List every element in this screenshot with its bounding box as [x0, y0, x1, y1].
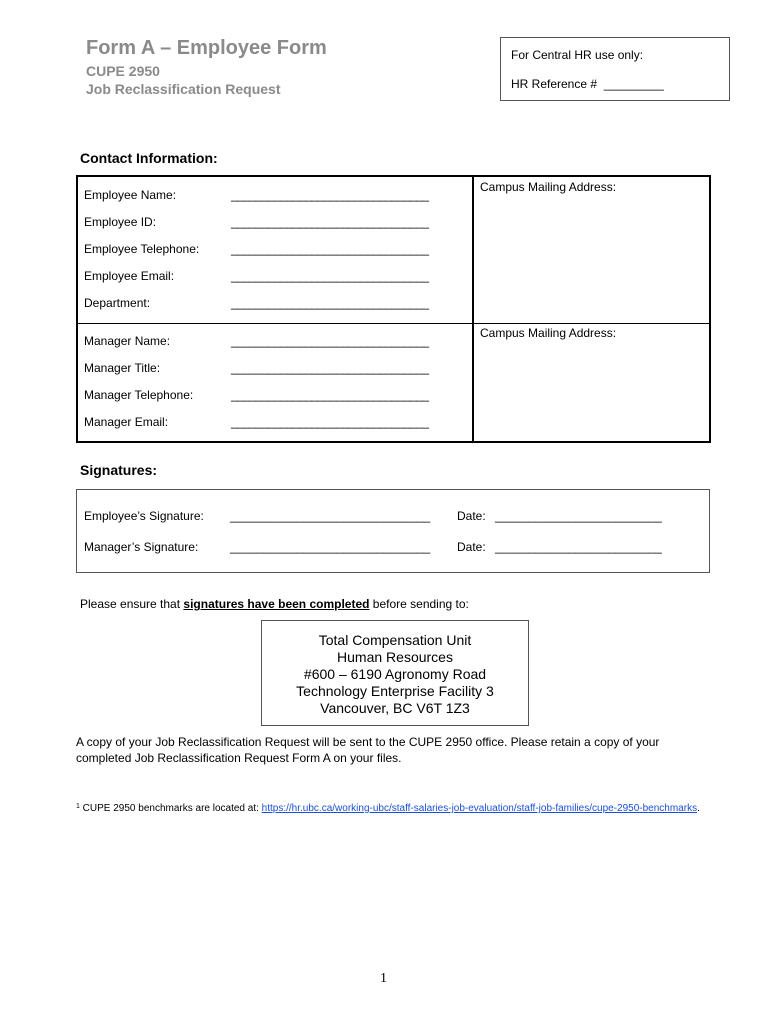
manager-telephone-label: Manager Telephone: — [84, 388, 194, 402]
benchmarks-link[interactable]: https://hr.ubc.ca/working-ubc/staff-salaries-job-evaluation/staff-job-families/cupe-2950-benchmarks — [261, 803, 698, 814]
manager-email-field[interactable]: ________________________________ — [231, 415, 429, 429]
employee-signature-field[interactable]: ______________________________ — [230, 509, 431, 523]
signatures-box — [76, 489, 710, 573]
employee-name-field[interactable]: ________________________________ — [231, 188, 429, 202]
manager-name-field[interactable]: ________________________________ — [231, 334, 429, 348]
copy-note: A copy of your Job Reclassification Request will be sent to the CUPE 2950 office. Please retain a copy of your completed Job Reclassification Request Form A on your files. — [76, 735, 660, 765]
hr-reference-row — [511, 77, 664, 91]
employee-id-label: Employee ID: — [84, 215, 157, 229]
manager-date-field[interactable]: _________________________ — [495, 540, 662, 554]
footnote-marker: 1 — [76, 803, 80, 810]
address-line: Technology Enterprise Facility 3 — [296, 683, 494, 699]
form-subtitle-request: Job Reclassification Request — [86, 81, 281, 97]
employee-date-field[interactable]: _________________________ — [495, 509, 662, 523]
hr-reference-field[interactable]: _________ — [603, 77, 664, 91]
employee-date-label: Date: — [457, 509, 486, 523]
send-instruction-prefix: Please ensure that — [80, 597, 184, 611]
employee-telephone-label: Employee Telephone: — [84, 242, 200, 256]
footnote-text: CUPE 2950 benchmarks are located at: — [79, 803, 262, 814]
manager-name-label: Manager Name: — [84, 334, 171, 348]
footnote-end: . — [697, 803, 700, 814]
address-line: Total Compensation Unit — [318, 632, 472, 648]
manager-date-label: Date: — [457, 540, 486, 554]
employee-telephone-field[interactable]: ________________________________ — [231, 242, 429, 256]
manager-signature-label: Manager’s Signature: — [84, 540, 199, 554]
manager-email-label: Manager Email: — [84, 415, 169, 429]
address-line: #600 – 6190 Agronomy Road — [303, 666, 487, 682]
send-instruction-suffix: before sending to: — [369, 597, 469, 611]
employee-name-label: Employee Name: — [84, 188, 177, 202]
footnote — [76, 800, 716, 816]
manager-title-field[interactable]: ________________________________ — [231, 361, 429, 375]
manager-campus-address-label: Campus Mailing Address: — [480, 326, 617, 340]
employee-id-field[interactable]: ________________________________ — [231, 215, 429, 229]
address-line: Human Resources — [337, 649, 453, 665]
contact-heading: Contact Information: — [80, 150, 218, 166]
department-field[interactable]: ________________________________ — [231, 296, 429, 310]
address-line: Vancouver, BC V6T 1Z3 — [320, 700, 470, 716]
hr-reference-label: HR Reference # — [511, 77, 598, 91]
row-divider — [78, 323, 709, 324]
mailing-address-box — [261, 620, 529, 726]
employee-signature-label: Employee’s Signature: — [84, 509, 204, 523]
page-number: 1 — [380, 971, 387, 986]
form-title: Form A – Employee Form — [86, 37, 327, 59]
form-subtitle-union: CUPE 2950 — [86, 63, 160, 79]
employee-email-field[interactable]: ________________________________ — [231, 269, 429, 283]
hr-use-label: For Central HR use only: — [511, 48, 644, 62]
department-label: Department: — [84, 296, 151, 310]
manager-telephone-field[interactable]: ________________________________ — [231, 388, 429, 402]
hr-use-box — [500, 37, 730, 101]
column-divider — [472, 177, 474, 441]
manager-title-label: Manager Title: — [84, 361, 161, 375]
send-instruction-emphasis: signatures have been completed — [183, 597, 370, 611]
manager-signature-field[interactable]: ______________________________ — [230, 540, 431, 554]
contact-table — [76, 175, 711, 443]
employee-campus-address-label: Campus Mailing Address: — [480, 180, 617, 194]
employee-email-label: Employee Email: — [84, 269, 175, 283]
signatures-heading: Signatures: — [80, 462, 158, 478]
send-instruction — [80, 597, 469, 611]
